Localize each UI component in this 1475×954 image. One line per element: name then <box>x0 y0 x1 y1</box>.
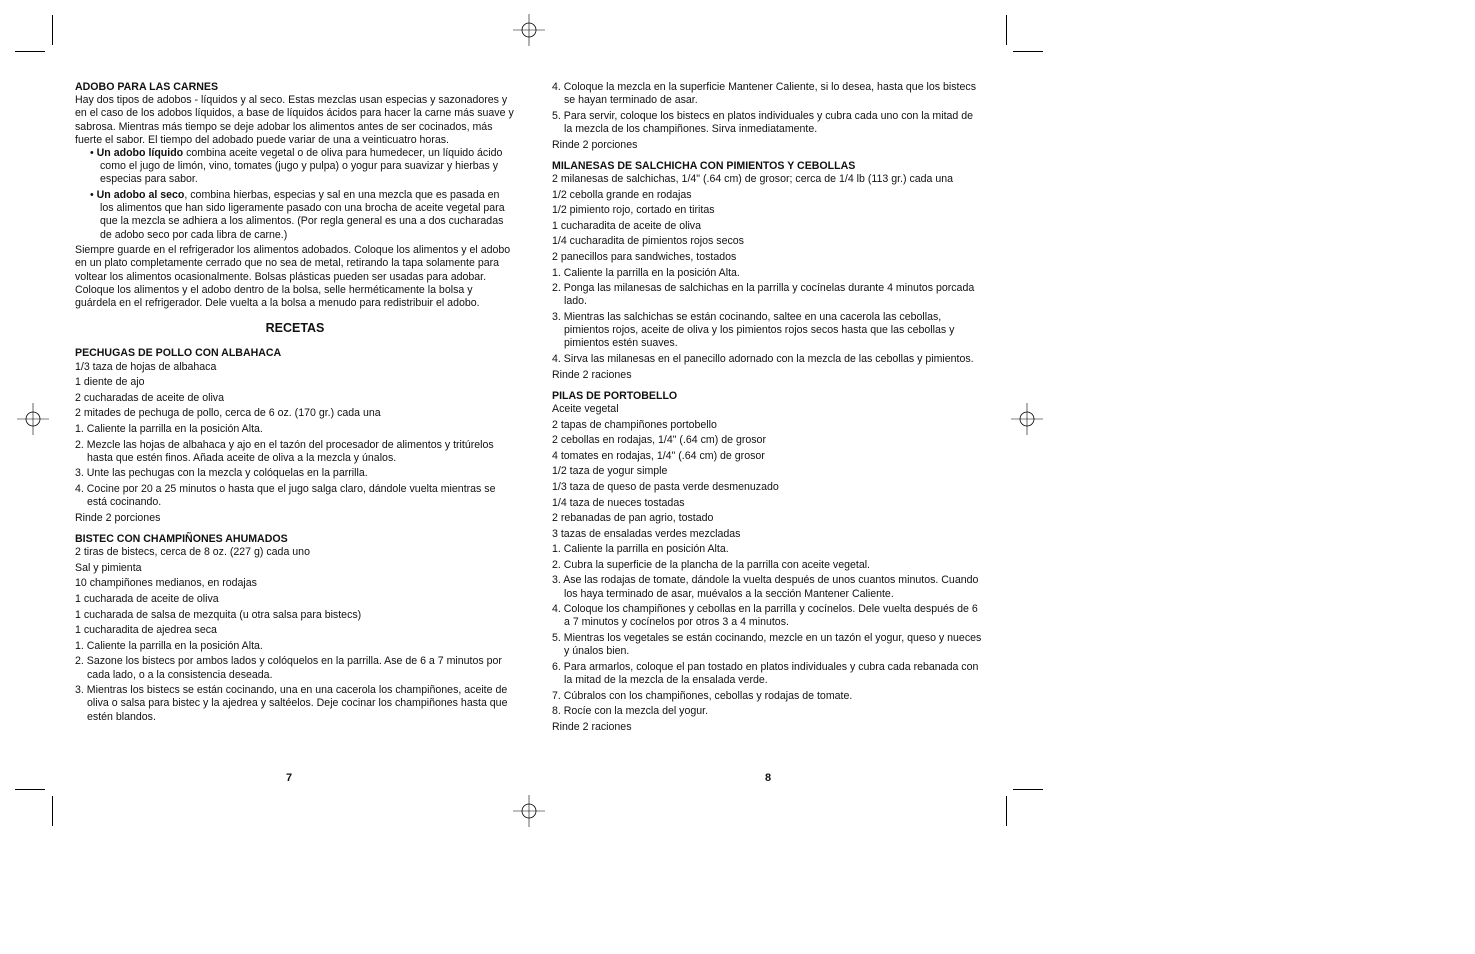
pollo-title: PECHUGAS DE POLLO CON ALBAHACA <box>75 347 282 360</box>
bullet-dry-text: , combina hierbas, especias y sal en una mezcla que es pasada en los alimentos que han sido ligeramente pasado con una brocha de aceite vegetal para que la mezcla se adhiera a los alimentos. (Por regla general es una a dos cucharadas de adobo seco por cada libra de carne.) <box>100 189 505 241</box>
adobo-intro: Hay dos tipos de adobos - líquidos y al seco. Estas mezclas usan especias y sazonadores y en el caso de los adobos líquidos, a base de líquidos ácidos para hacer la carne más suave y sabrosa. Mientras más tiempo se deje adobar los alimentos antes de ser cocinados, más fuerte el sabor. El tiempo del adobado puede variar de una a veinticuatro horas. <box>75 94 514 146</box>
adobo-closing: Siempre guarde en el refrigerador los alimentos adobados. Coloque los alimentos y el adobo en un plato completamente cerrado que no sea de metal, retirando la tapa solamente para voltear los alimentos ocasionalmente. Bolsas plásticas pueden ser usadas para adobar. Coloque los alimentos y el adobo dentro de la bolsa, selle herméticamente la bolsa y guárdela en el refrigerador. Dele vuelta a la bolsa a menudo para redistribuir el adobo. <box>75 244 511 310</box>
step: 6. Para armarlos, coloque el pan tostado en platos individuales y cubra cada rebanada con la mitad de la mezcla de la ensalada verde. <box>552 660 979 687</box>
step: 2. Cubra la superficie de la plancha de la parrilla con aceite vegetal. <box>552 558 871 571</box>
adobo-heading: ADOBO PARA LAS CARNES <box>75 81 219 93</box>
ingredient: 3 tazas de ensaladas verdes mezcladas <box>552 527 741 540</box>
milanesas-title: MILANESAS DE SALCHICHA CON PIMIENTOS Y CEBOLLAS <box>552 159 856 172</box>
ingredient: 2 cebollas en rodajas, 1/4" (.64 cm) de grosor <box>552 434 766 447</box>
registration-mark-right-icon <box>1011 403 1043 435</box>
step: 3. Ase las rodajas de tomate, dándole la vuelta después de unos cuantos minutos. Cuando los haya terminado de asar, muévalos a la sección Mantener Caliente. <box>552 574 979 600</box>
ingredient: 10 champiñones medianos, en rodajas <box>75 577 257 590</box>
ingredient: 2 mitades de pechuga de pollo, cerca de 6 oz. (170 gr.) cada una <box>75 407 381 420</box>
step: 3. Mientras las salchichas se están cocinando, saltee en una cacerola las cebollas, pimientos rojos, aceite de oliva y los pimientos rojos secos hasta que las cebollas y pimientos estén suaves. <box>552 310 955 350</box>
registration-mark-left-icon <box>17 403 49 435</box>
ingredient: 1 cucharadita de aceite de oliva <box>552 219 702 232</box>
bullet-dry: • Un adobo al seco, combina hierbas, especias y sal en una mezcla que es pasada en los alimentos que han sido ligeramente pasado con una brocha de aceite vegetal para que la mezcla se adhiera a los alimentos. (Por regla general es una a dos cucharadas de adobo seco por cada libra de carne.) <box>90 189 505 241</box>
ingredient: 1/2 pimiento rojo, cortado en tiritas <box>552 204 715 217</box>
ingredient: 1/3 taza de hojas de albahaca <box>75 360 217 373</box>
step: 1. Caliente la parrilla en la posición Alta. <box>552 266 740 279</box>
ingredient: 2 tiras de bistecs, cerca de 8 oz. (227 g) cada uno <box>75 546 310 559</box>
step: 4. Sirva las milanesas en el panecillo adornado con la mezcla de las cebollas y pimientos. <box>552 352 974 365</box>
step: 4. Coloque los champiñones y cebollas en la parrilla y cocínelos. Dele vuelta después de 6 a 7 minutos y cocínelos por otros 3 a 4 minutos. <box>552 603 978 629</box>
bistec-title: BISTEC CON CHAMPIÑONES AHUMADOS <box>75 533 288 545</box>
ingredient: 2 milanesas de salchichas, 1/4" (.64 cm) de grosor; cerca de 1/4 lb (113 gr.) cada una <box>552 173 954 185</box>
ingredient: 1/3 taza de queso de pasta verde desmenuzado <box>552 480 779 493</box>
recetas-heading: RECETAS <box>265 321 325 336</box>
step: 3. Unte las pechugas con la mezcla y colóquelas en la parrilla. <box>75 467 368 480</box>
ingredient: 1 cucharada de salsa de mezquita (u otra salsa para bistecs) <box>75 608 362 621</box>
ingredient: 4 tomates en rodajas, 1/4" (.64 cm) de grosor <box>552 449 765 462</box>
registration-mark-top-icon <box>513 14 545 46</box>
ingredient: 2 rebanadas de pan agrio, tostado <box>552 512 714 525</box>
ingredient: Sal y pimienta <box>75 561 142 574</box>
bullet-liquid: • Un adobo líquido combina aceite vegetal o de oliva para humedecer, un líquido ácido como el jugo de limón, vino, tomates (jugo y pulpa) o yogur para suavizar y hierbas y especias para sabor. <box>90 147 503 186</box>
step: 4. Cocine por 20 a 25 minutos o hasta que el jugo salga claro, dándole vuelta mientras se está cocinando. <box>75 483 496 509</box>
page-number-left: 7 <box>286 772 293 784</box>
step: 1. Caliente la parrilla en posición Alta. <box>552 543 729 556</box>
step: 2. Sazone los bistecs por ambos lados y colóquelos en la parrilla. Ase de 6 a 7 minutos por cada lado, o a la consistencia deseada. <box>75 655 502 681</box>
step: 3. Mientras los bistecs se están cocinando, una en una cacerola los champiñones, aceite de oliva o salsa para bistec y la ajedrea y saltéelos. Deje cocinar los champiñones hasta que estén blandos. <box>75 684 508 723</box>
right-page <box>552 81 982 734</box>
ingredient: 2 panecillos para sandwiches, tostados <box>552 250 737 263</box>
bullet-liquid-bold: Un adobo líquido <box>96 147 184 160</box>
ingredient: 1/2 taza de yogur simple <box>552 465 668 478</box>
ingredient: 1/4 cucharadita de pimientos rojos secos <box>552 235 744 248</box>
step: 1. Caliente la parrilla en la posición Alta. <box>75 423 263 436</box>
step: 4. Coloque la mezcla en la superficie Mantener Caliente, si lo desea, hasta que los bistecs se hayan terminado de asar. <box>552 81 976 107</box>
bistec-yield: Rinde 2 porciones <box>552 138 638 151</box>
ingredient: 2 tapas de champiñones portobello <box>552 418 717 431</box>
milanesas-yield: Rinde 2 raciones <box>552 368 632 381</box>
page-number-right: 8 <box>765 772 772 784</box>
step: 1. Caliente la parrilla en la posición Alta. <box>75 639 263 652</box>
ingredient: Aceite vegetal <box>552 402 619 415</box>
pilas-title: PILAS DE PORTOBELLO <box>552 389 678 402</box>
step: 8. Rocíe con la mezcla del yogur. <box>552 705 709 718</box>
step: 2. Mezcle las hojas de albahaca y ajo en el tazón del procesador de alimentos y tritúrelos hasta que estén finos. Añada aceite de oliva a la mezcla y únalos. <box>75 438 494 464</box>
step: 7. Cúbralos con los champiñones, cebollas y rodajas de tomate. <box>552 689 853 702</box>
ingredient: 2 cucharadas de aceite de oliva <box>75 391 225 404</box>
step: 2. Ponga las milanesas de salchichas en la parrilla y cocínelas durante 4 minutos porcada lado. <box>552 282 975 308</box>
ingredient: 1/2 cebolla grande en rodajas <box>552 188 692 201</box>
bullet-liquid-text: combina aceite vegetal o de oliva para humedecer, un líquido ácido como el jugo de limón, vino, tomates (jugo y pulpa) o yogur para suavizar y hierbas y especias para sabor. <box>100 147 503 186</box>
registration-mark-bottom-icon <box>513 795 545 827</box>
pilas-yield: Rinde 2 raciones <box>552 720 632 733</box>
step: 5. Para servir, coloque los bistecs en platos individuales y cubra cada uno con la mitad de la mezcla de los champiñones. Sirva inmediatamente. <box>552 109 974 135</box>
pollo-yield: Rinde 2 porciones <box>75 511 161 524</box>
ingredient: 1 cucharada de aceite de oliva <box>75 592 219 605</box>
ingredient: 1/4 taza de nueces tostadas <box>552 496 685 509</box>
ingredient: 1 cucharadita de ajedrea seca <box>75 624 217 637</box>
bullet-dry-bold: Un adobo al seco <box>96 189 185 202</box>
left-page <box>75 81 515 726</box>
ingredient: 1 diente de ajo <box>75 376 145 389</box>
step: 5. Mientras los vegetales se están cocinando, mezcle en un tazón el yogur, queso y nueces y únalos bien. <box>552 632 982 658</box>
